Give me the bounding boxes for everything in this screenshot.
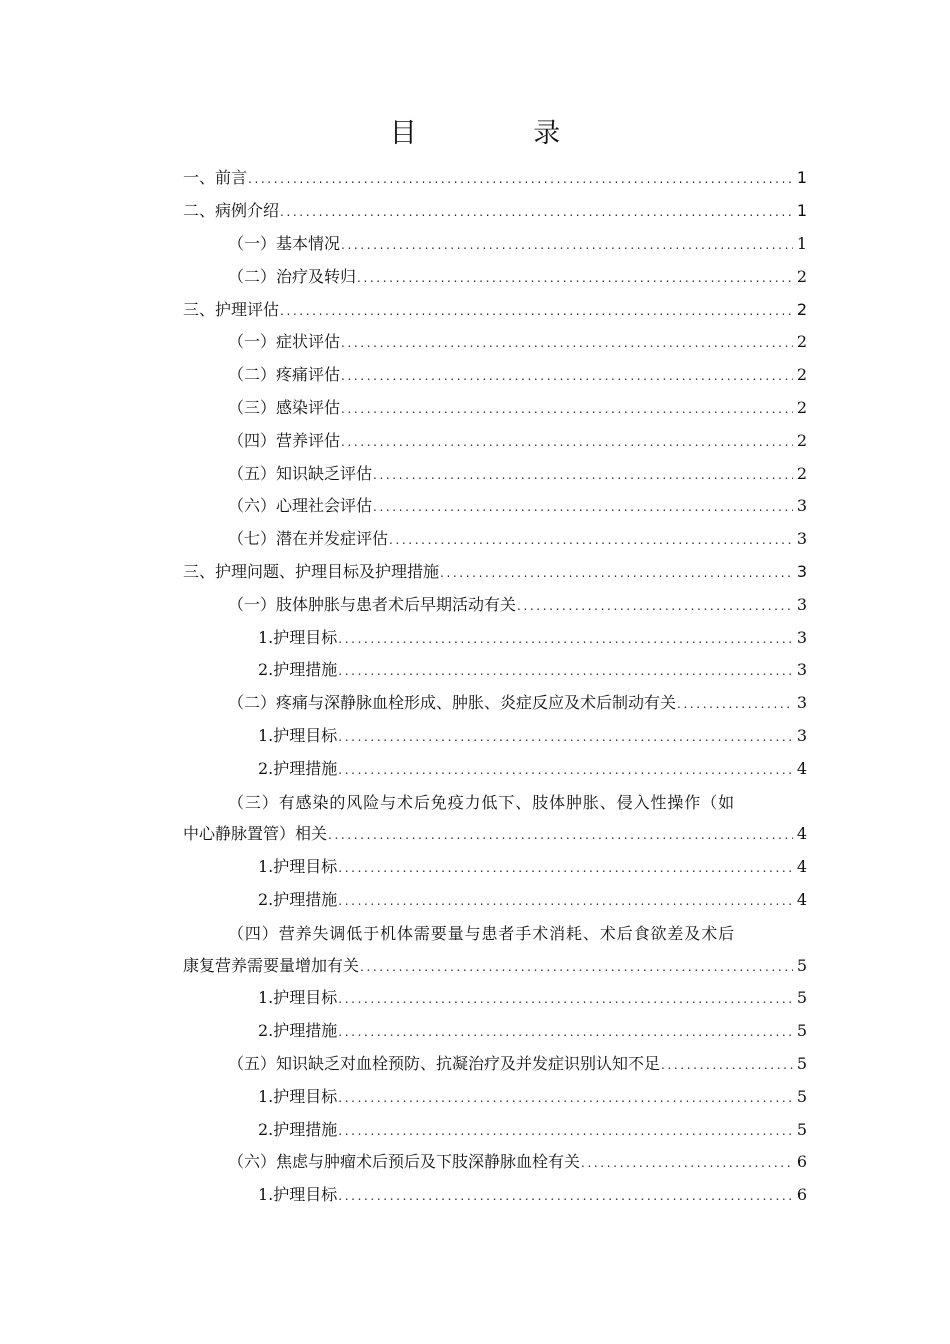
toc-page-number: 1 xyxy=(796,201,807,221)
toc-entry[interactable] xyxy=(183,162,807,195)
toc-page-number: 2 xyxy=(796,266,807,286)
toc-entry-label: （六）焦虑与肿瘤术后预后及下肢深静脉血栓有关 xyxy=(228,1152,581,1172)
toc-entry[interactable] xyxy=(183,326,807,359)
toc-entry-label: 1.护理目标 xyxy=(258,857,338,877)
toc-leader-dots xyxy=(280,201,793,221)
toc-leader-dots xyxy=(338,857,793,877)
toc-entry-label: 三、护理评估 xyxy=(183,299,280,319)
toc-leader-dots xyxy=(440,562,793,582)
toc-page-number: 2 xyxy=(796,397,807,417)
toc-entry[interactable] xyxy=(183,556,807,589)
toc-entry[interactable] xyxy=(183,687,807,720)
toc-entry[interactable] xyxy=(183,1113,807,1146)
toc-page-number: 6 xyxy=(796,1152,807,1172)
toc-entry-label: （二）治疗及转归 xyxy=(228,266,357,286)
toc-page-number: 5 xyxy=(796,1053,807,1073)
toc-entry-label: 2.护理措施 xyxy=(258,889,338,909)
toc-entry[interactable] xyxy=(183,851,807,884)
toc-entry-label: 中心静脉置管）相关 xyxy=(183,824,328,844)
toc-page-number: 4 xyxy=(796,758,807,778)
toc-entry[interactable] xyxy=(183,1080,807,1113)
toc-leader-dots xyxy=(338,660,793,680)
toc-page-number: 2 xyxy=(796,365,807,385)
toc-leader-dots xyxy=(661,1054,793,1074)
toc-leader-dots xyxy=(338,1120,793,1140)
toc-leader-dots xyxy=(338,988,793,1008)
toc-leader-dots xyxy=(338,726,793,746)
toc-entry[interactable] xyxy=(183,392,807,425)
toc-entry-label: 1.护理目标 xyxy=(258,1185,338,1205)
toc-entry-label: （六）心理社会评估 xyxy=(228,496,373,516)
toc-leader-dots xyxy=(341,431,793,451)
toc-entry-label: （三）感染评估 xyxy=(228,397,341,417)
toc-leader-dots xyxy=(341,234,793,254)
toc-entry[interactable] xyxy=(183,621,807,654)
toc-page-number: 3 xyxy=(796,594,807,614)
toc-entry[interactable] xyxy=(183,195,807,228)
toc-entry-label: （一）症状评估 xyxy=(228,332,341,352)
toc-page-number: 3 xyxy=(796,627,807,647)
toc-leader-dots xyxy=(338,890,793,910)
toc-entry[interactable] xyxy=(183,523,807,556)
toc-entry[interactable] xyxy=(183,884,807,917)
toc-page-number: 2 xyxy=(796,430,807,450)
toc-entry-label: （七）潜在并发症评估 xyxy=(228,529,389,549)
toc-entry[interactable] xyxy=(183,1146,807,1179)
toc-entry[interactable] xyxy=(183,720,807,753)
toc-entry-label: 三、护理问题、护理目标及护理措施 xyxy=(183,561,440,581)
toc-leader-dots xyxy=(357,267,793,287)
toc-entry[interactable] xyxy=(183,424,807,457)
toc-leader-dots xyxy=(338,1087,793,1107)
toc-leader-dots xyxy=(341,332,793,352)
toc-entry[interactable] xyxy=(183,1179,807,1212)
toc-entry-label: （五）知识缺乏评估 xyxy=(228,463,373,483)
toc-leader-dots xyxy=(338,1021,793,1041)
toc-page-number: 3 xyxy=(796,693,807,713)
toc-entry-label: （四）营养评估 xyxy=(228,430,341,450)
toc-entry-label: （一）基本情况 xyxy=(228,233,341,253)
toc-entry-label: 2.护理措施 xyxy=(258,758,338,778)
toc-page-number: 1 xyxy=(796,168,807,188)
toc-page-number: 1 xyxy=(796,233,807,253)
toc-entry-label: 2.护理措施 xyxy=(258,660,338,680)
toc-entry[interactable] xyxy=(183,490,807,523)
toc-entry-label: 1.护理目标 xyxy=(258,1086,338,1106)
toc-page-number: 3 xyxy=(796,496,807,516)
toc-page-number: 3 xyxy=(796,529,807,549)
toc-page-number: 4 xyxy=(796,824,807,844)
toc-leader-dots xyxy=(581,1152,793,1172)
toc-entry[interactable] xyxy=(183,982,807,1015)
toc-leader-dots xyxy=(338,759,793,779)
toc-entry-label: （二）疼痛与深静脉血栓形成、肿胀、炎症反应及术后制动有关 xyxy=(228,693,677,713)
toc-leader-dots xyxy=(248,168,793,188)
toc-entry[interactable] xyxy=(183,457,807,490)
toc-page-number: 5 xyxy=(796,1021,807,1041)
toc-entry-label: （一）肢体肿胀与患者术后早期活动有关 xyxy=(228,594,517,614)
toc-entry-label: 1.护理目标 xyxy=(258,627,338,647)
toc-leader-dots xyxy=(360,956,793,976)
toc-page-number: 4 xyxy=(796,857,807,877)
toc-entry-label: 2.护理措施 xyxy=(258,1119,338,1139)
toc-entry-wrapped-line[interactable]: （三）有感染的风险与术后免疫力低下、肢体肿胀、侵入性操作（如 xyxy=(228,793,736,813)
toc-entry[interactable] xyxy=(183,1015,807,1048)
toc-page-number: 4 xyxy=(796,889,807,909)
toc-page-number: 2 xyxy=(796,463,807,483)
toc-entry-label: 1.护理目标 xyxy=(258,725,338,745)
toc-leader-dots xyxy=(389,529,793,549)
toc-entry[interactable] xyxy=(183,818,807,851)
toc-entry-label: 2.护理措施 xyxy=(258,1021,338,1041)
toc-leader-dots xyxy=(338,1185,793,1205)
toc-leader-dots xyxy=(677,693,793,713)
toc-entry-wrapped-line[interactable]: （四）营养失调低于机体需要量与患者手术消耗、术后食欲差及术后 xyxy=(228,924,736,944)
toc-entry[interactable] xyxy=(183,949,807,982)
toc-entry[interactable] xyxy=(183,228,807,261)
toc-entry[interactable] xyxy=(183,588,807,621)
toc-page-number: 5 xyxy=(796,1119,807,1139)
toc-leader-dots xyxy=(341,398,793,418)
toc-page-number: 6 xyxy=(796,1185,807,1205)
toc-entry[interactable] xyxy=(183,260,807,293)
toc-page-number: 5 xyxy=(796,1086,807,1106)
toc-entry-label: （五）知识缺乏对血栓预防、抗凝治疗及并发症识别认知不足 xyxy=(228,1053,661,1073)
toc-entry[interactable] xyxy=(183,654,807,687)
toc-page-number: 5 xyxy=(796,955,807,975)
toc-page-number: 3 xyxy=(796,660,807,680)
toc-page-number: 3 xyxy=(796,561,807,581)
toc-page-number: 2 xyxy=(796,299,807,319)
toc-entry-label: 1.护理目标 xyxy=(258,988,338,1008)
toc-entry-label: 康复营养需要量增加有关 xyxy=(183,955,360,975)
toc-leader-dots xyxy=(280,300,793,320)
toc-entry[interactable] xyxy=(183,293,807,326)
toc-leader-dots xyxy=(341,365,793,385)
toc-page-number: 5 xyxy=(796,988,807,1008)
toc-leader-dots xyxy=(517,595,793,615)
toc-page-number: 2 xyxy=(796,332,807,352)
table-of-contents xyxy=(183,162,807,1212)
toc-entry[interactable] xyxy=(183,1048,807,1081)
page-title: 目 录 xyxy=(389,118,615,149)
toc-leader-dots xyxy=(373,464,793,484)
toc-entry-label: 二、病例介绍 xyxy=(183,201,280,221)
toc-page-number: 3 xyxy=(796,725,807,745)
toc-entry[interactable] xyxy=(183,359,807,392)
toc-leader-dots xyxy=(338,628,793,648)
toc-leader-dots xyxy=(328,824,793,844)
toc-entry[interactable] xyxy=(183,752,807,785)
toc-leader-dots xyxy=(373,496,793,516)
toc-entry-label: （二）疼痛评估 xyxy=(228,365,341,385)
toc-entry-label: 一、前言 xyxy=(183,168,248,188)
